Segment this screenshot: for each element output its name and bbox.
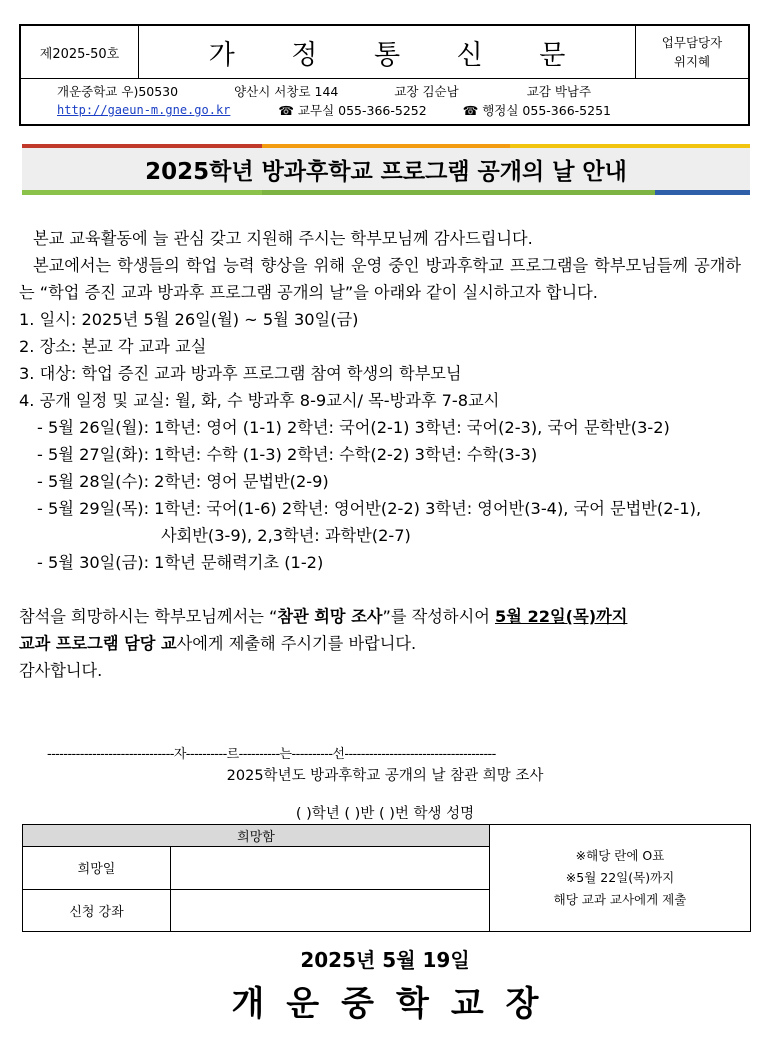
- title-banner: [22, 144, 750, 195]
- desired-date-field[interactable]: [171, 847, 490, 890]
- principal-signature: 개운중학교장: [231, 984, 561, 1024]
- header-top-row: [21, 26, 748, 79]
- deadline-emphasis: 5월 22일(목)까지: [494, 607, 628, 626]
- item-target: 3. 대상: 학업 증진 교과 방과후 프로그램 참여 학생의 학부모님: [19, 364, 462, 383]
- schedule-line-continued: 사회반(3-9), 2,3학년: 과학반(2-7): [161, 526, 411, 545]
- survey-title: 2025학년도 방과후학교 공개의 날 참관 희망 조사: [226, 768, 544, 784]
- schedule-line: - 5월 26일(월): 1학년: 영어 (1-1) 2학년: 국어(2-1) 3학년: 국어(2-3), 국어 문학반(3-2): [37, 418, 670, 437]
- staff-role: 업무담당자: [661, 35, 723, 50]
- item-schedule: 4. 공개 일정 및 교실: 월, 화, 수 방과후 8-9교시/ 목-방과후 7-8교시: [19, 391, 500, 410]
- newsletter-title: 가 정 통 신 문: [208, 39, 590, 71]
- student-name-line[interactable]: ( )학년 ( )반 ( )번 학생 성명: [295, 806, 475, 822]
- phone-admin-office: ☎ 행정실 055-366-5251: [462, 103, 611, 118]
- survey-name-emphasis: 참관 희망 조사: [277, 607, 383, 626]
- submit-to-emphasis: 교과 프로그램 담당 교: [19, 634, 177, 653]
- postal-code: 우)50530: [121, 84, 179, 99]
- survey-column-header: 희망함: [23, 825, 490, 847]
- school-info: [21, 79, 748, 120]
- issue-number: 제2025-50호: [21, 26, 139, 78]
- banner-bottom-stripe: [22, 190, 750, 195]
- principal-label: 교장 김순남: [394, 84, 459, 99]
- vice-principal-label: 교감 박남주: [526, 84, 592, 99]
- school-website-link[interactable]: http://gaeun-m.gne.go.kr: [57, 103, 231, 117]
- item-place: 2. 장소: 본교 각 교과 교실: [19, 337, 207, 356]
- schedule-line: - 5월 30일(금): 1학년 문해력기초 (1-2): [37, 553, 324, 572]
- banner-title: 2025학년 방과후학교 프로그램 공개의 날 안내: [22, 148, 750, 190]
- letter-body: [19, 225, 741, 684]
- survey-instructions: ※해당 란에 O표 ※5월 22일(목)까지 해당 교과 교사에게 제출: [490, 825, 751, 932]
- issue-date: 2025년 5월 19일: [300, 948, 470, 972]
- phone-teachers-office: ☎ 교무실 055-366-5252: [278, 103, 427, 118]
- school-name: 개운중학교: [57, 84, 118, 99]
- course-field[interactable]: [171, 889, 490, 932]
- staff-name: 위지혜: [673, 54, 711, 69]
- schedule-line: - 5월 27일(화): 1학년: 수학 (1-3) 2학년: 수학(2-2) 3학년: 수학(3-3): [37, 445, 538, 464]
- intro-paragraph: 본교에서는 학생들의 학업 능력 향상을 위해 운영 중인 방과후학교 프로그램을 학부모님들께 공개하는 “학업 증진 교과 방과후 프로그램 공개의 날”을 아래와 같이 실시하고자 합니다.: [19, 256, 741, 302]
- schedule-line: - 5월 29일(목): 1학년: 국어(1-6) 2학년: 영어반(2-2) 3학년: 영어반(3-4), 국어 문법반(2-1),: [37, 499, 702, 518]
- school-address: 양산시 서창로 144: [234, 84, 339, 99]
- survey-table: [22, 824, 751, 932]
- greeting-paragraph: 본교 교육활동에 늘 관심 갖고 지원해 주시는 학부모님께 감사드립니다.: [33, 229, 533, 248]
- cut-line: -------------------------------자----------르----------는----------선-------------------------------------: [47, 747, 496, 762]
- staff-box: [635, 26, 748, 78]
- closing-paragraph: 참석을 희망하시는 학부모님께서는 “참관 희망 조사”를 작성하시어 5월 22일(목)까지 교과 프로그램 담당 교사에게 제출해 주시기를 바랍니다.: [19, 607, 628, 653]
- newsletter-header: [19, 24, 750, 126]
- desired-date-label: 희망일: [23, 847, 171, 890]
- schedule-line: - 5월 28일(수): 2학년: 영어 문법반(2-9): [37, 472, 329, 491]
- item-date: 1. 일시: 2025년 5월 26일(월) ~ 5월 30일(금): [19, 310, 359, 329]
- course-label: 신청 강좌: [23, 889, 171, 932]
- thanks-line: 감사합니다.: [19, 661, 103, 680]
